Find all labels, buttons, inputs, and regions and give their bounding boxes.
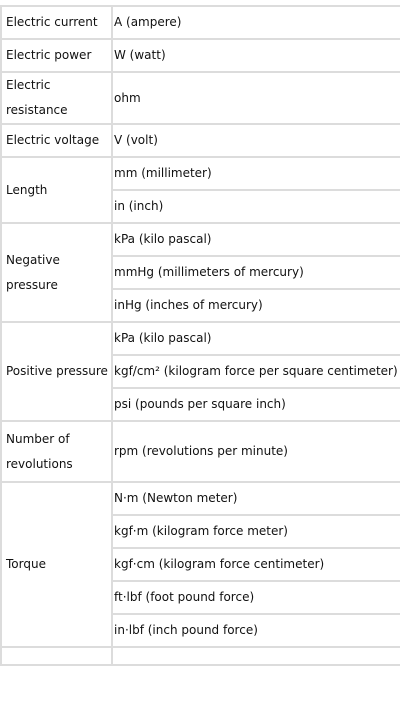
quantity-cell: Electric voltage [1, 124, 112, 157]
unit-cell: W (watt) [112, 39, 400, 72]
table-row [1, 6, 400, 39]
unit-cell: mm (millimeter) [112, 157, 400, 190]
unit-cell: in·lbf (inch pound force) [112, 614, 400, 647]
table-row [1, 72, 400, 124]
unit-cell: ft·lbf (foot pound force) [112, 581, 400, 614]
quantity-cell: Electric current [1, 6, 112, 39]
unit-cell: kgf·cm (kilogram force centimeter) [112, 548, 400, 581]
table-row [1, 157, 400, 190]
unit-cell: ohm [112, 72, 400, 124]
unit-cell: kPa (kilo pascal) [112, 223, 400, 256]
unit-cell: in (inch) [112, 190, 400, 223]
unit-cell: kgf·m (kilogram force meter) [112, 515, 400, 548]
unit-cell: mmHg (millimeters of mercury) [112, 256, 400, 289]
table-row [1, 124, 400, 157]
quantity-cell: Negative pressure [1, 223, 112, 322]
empty-cell [1, 647, 112, 665]
quantity-cell: Electric power [1, 39, 112, 72]
units-table [0, 5, 400, 666]
unit-cell: rpm (revolutions per minute) [112, 421, 400, 482]
table-row-cut-off [1, 647, 400, 665]
unit-cell: kPa (kilo pascal) [112, 322, 400, 355]
quantity-cell: Length [1, 157, 112, 223]
table-row [1, 421, 400, 482]
unit-cell: N·m (Newton meter) [112, 482, 400, 515]
quantity-cell: Number of revolutions [1, 421, 112, 482]
table-row [1, 39, 400, 72]
empty-cell [112, 647, 400, 665]
table-row [1, 482, 400, 515]
unit-cell: V (volt) [112, 124, 400, 157]
unit-cell: kgf/cm² (kilogram force per square centimeter) [112, 355, 400, 388]
table-row [1, 322, 400, 355]
unit-cell: inHg (inches of mercury) [112, 289, 400, 322]
quantity-cell: Torque [1, 482, 112, 647]
quantity-cell: Electric resistance [1, 72, 112, 124]
unit-cell: psi (pounds per square inch) [112, 388, 400, 421]
table-row [1, 223, 400, 256]
quantity-cell: Positive pressure [1, 322, 112, 421]
unit-cell: A (ampere) [112, 6, 400, 39]
